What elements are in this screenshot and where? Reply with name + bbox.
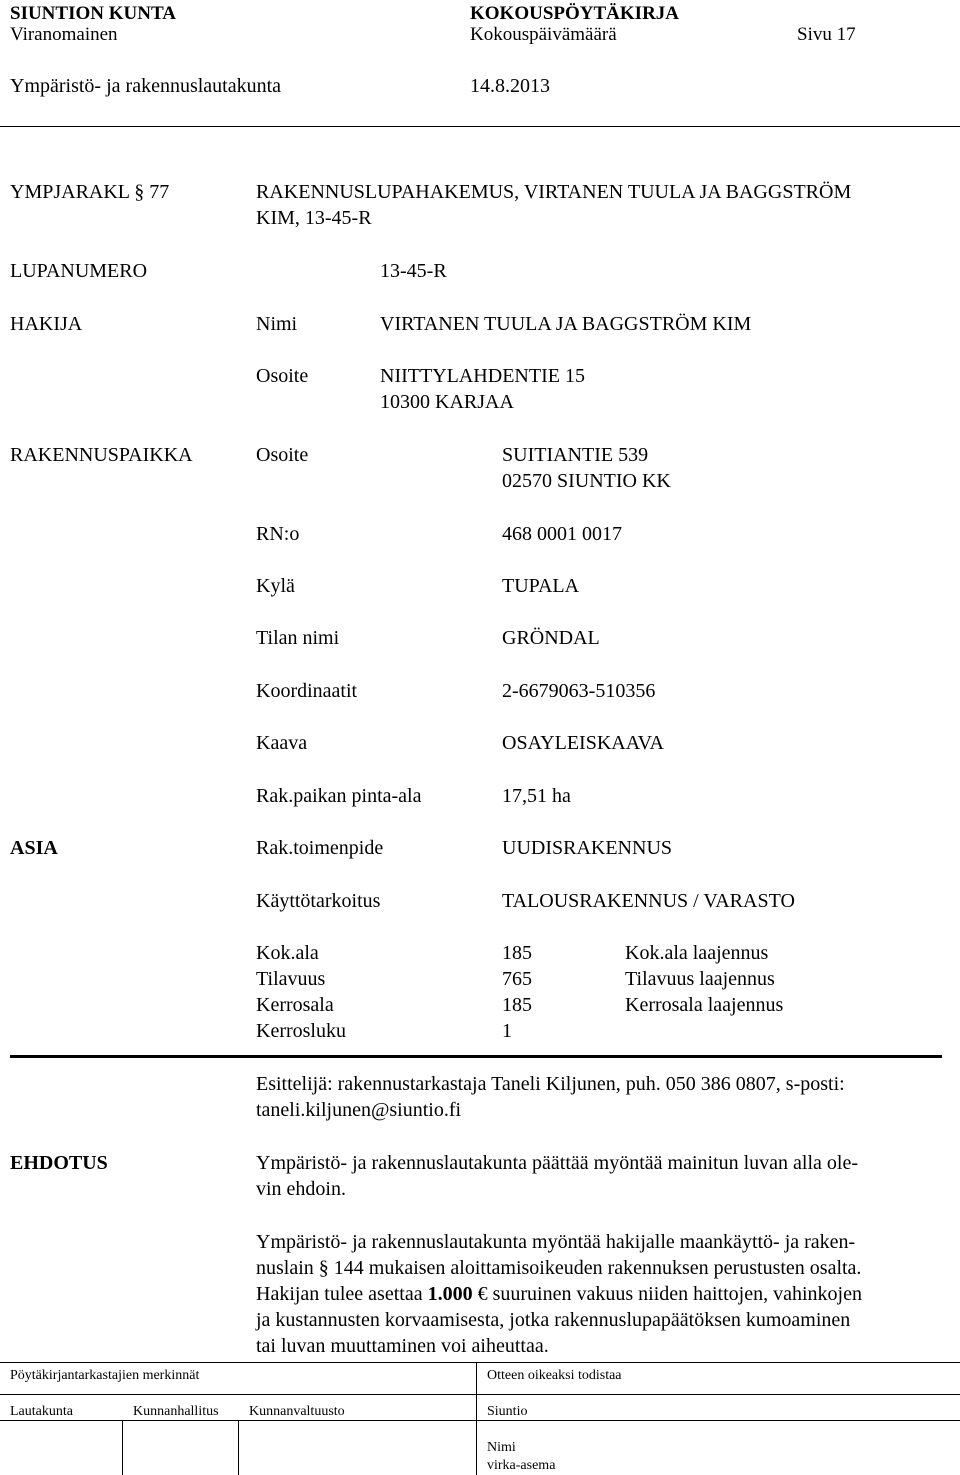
case-title-line1: RAKENNUSLUPAHAKEMUS, VIRTANEN TUULA JA BAGGSTRÖM (256, 181, 852, 203)
matter-row-value: UUDISRAKENNUS (502, 837, 673, 859)
proposal-p2-line2: nuslain § 144 mukaisen aloittamisoikeuden rakennuksen perustusten osalta. (256, 1257, 862, 1279)
presenter-line2: taneli.kiljunen@siuntio.fi (256, 1099, 462, 1121)
signer-position-label: virka-asema (487, 1458, 556, 1473)
proposal-p2-line3-pre: Hakijan tulee asettaa (256, 1283, 428, 1305)
site-row-label: Kaava (256, 732, 308, 754)
site-row-value: 17,51 ha (502, 785, 571, 807)
area-value: 185 (502, 942, 532, 964)
authority-name: Ympäristö- ja rakennuslautakunta (10, 75, 282, 97)
area-label: Kerrosala (256, 994, 334, 1016)
section-rule (10, 1055, 942, 1058)
site-row-label: Koordinaatit (256, 680, 358, 702)
permit-number: 13-45-R (380, 260, 447, 282)
document-type: KOKOUSPÖYTÄKIRJA (470, 3, 680, 24)
footer-col-divider (122, 1420, 123, 1475)
applicant-name: VIRTANEN TUULA JA BAGGSTRÖM KIM (380, 313, 752, 335)
site-row-label: Kylä (256, 575, 295, 597)
meeting-date: 14.8.2013 (470, 75, 550, 97)
area-label: Tilavuus (256, 968, 326, 990)
proposal-p2-line5: tai luvan muuttaminen voi aiheuttaa. (256, 1335, 549, 1357)
applicant-label: HAKIJA (10, 313, 83, 335)
permit-label: LUPANUMERO (10, 260, 148, 282)
matter-label: ASIA (10, 837, 58, 859)
org-name: SIUNTION KUNTA (10, 3, 176, 24)
footer-low-rule (0, 1420, 960, 1421)
date-label: Kokouspäivämäärä (470, 24, 617, 45)
proposal-p1-line1: Ympäristö- ja rakennuslautakunta päättää myöntää mainitun luvan alla ole- (256, 1152, 859, 1174)
footer-divider (476, 1362, 477, 1475)
case-code: YMPJARAKL § 77 (10, 181, 170, 203)
proposal-p1-line2: vin ehdoin. (256, 1178, 346, 1200)
proposal-p2-line3-post: € suuruinen vakuus niiden haittojen, vahinkojen (472, 1283, 862, 1305)
matter-row-label: Käyttötarkoitus (256, 890, 381, 912)
body-kunnanvaltuusto: Kunnanvaltuusto (249, 1404, 345, 1419)
area-extension: Kerrosala laajennus (625, 994, 784, 1016)
proposal-p2-line1: Ympäristö- ja rakennuslautakunta myöntää hakijalle maankäyttö- ja raken- (256, 1231, 856, 1253)
review-label: Pöytäkirjantarkastajien merkinnät (10, 1368, 200, 1383)
place: Siuntio (487, 1404, 528, 1419)
site-row-value: 468 0001 0017 (502, 523, 622, 545)
site-address-label: Osoite (256, 444, 309, 466)
body-lautakunta: Lautakunta (10, 1404, 73, 1419)
proposal-p2-line4: ja kustannusten korvaamisesta, jotka rakennuslupapäätöksen kumoaminen (256, 1309, 851, 1331)
applicant-address-line2: 10300 KARJAA (380, 391, 514, 413)
signer-name-label: Nimi (487, 1440, 516, 1455)
header-rule (0, 126, 960, 127)
footer-col-divider (238, 1420, 239, 1475)
guarantee-amount: 1.000 (427, 1283, 473, 1305)
applicant-name-label: Nimi (256, 313, 298, 335)
presenter-line1: Esittelijä: rakennustarkastaja Taneli Kiljunen, puh. 050 386 0807, s-posti: (256, 1073, 845, 1095)
proposal-p2-line3 (256, 1283, 862, 1306)
area-value: 185 (502, 994, 532, 1016)
site-row-label: Tilan nimi (256, 627, 340, 649)
area-label: Kerrosluku (256, 1020, 346, 1042)
site-row-value: OSAYLEISKAAVA (502, 732, 664, 754)
area-extension: Kok.ala laajennus (625, 942, 769, 964)
site-row-value: 2-6679063-510356 (502, 680, 656, 702)
case-title-line2: KIM, 13-45-R (256, 207, 372, 229)
site-address-line2: 02570 SIUNTIO KK (502, 470, 671, 492)
footer-top-rule (0, 1362, 960, 1363)
body-kunnanhallitus: Kunnanhallitus (133, 1404, 219, 1419)
authority-label: Viranomainen (10, 24, 118, 45)
footer-mid-rule (0, 1394, 960, 1395)
site-address-line1: SUITIANTIE 539 (502, 444, 649, 466)
site-label: RAKENNUSPAIKKA (10, 444, 193, 466)
site-row-label: Rak.paikan pinta-ala (256, 785, 422, 807)
site-row-value: GRÖNDAL (502, 627, 600, 649)
applicant-address-label: Osoite (256, 365, 309, 387)
applicant-address-line1: NIITTYLAHDENTIE 15 (380, 365, 585, 387)
proposal-label: EHDOTUS (10, 1152, 108, 1174)
area-value: 1 (502, 1020, 512, 1042)
matter-row-label: Rak.toimenpide (256, 837, 384, 859)
area-value: 765 (502, 968, 532, 990)
site-row-value: TUPALA (502, 575, 580, 597)
page-number: Sivu 17 (797, 24, 856, 45)
area-label: Kok.ala (256, 942, 319, 964)
matter-row-value: TALOUSRAKENNUS / VARASTO (502, 890, 795, 912)
copy-certify-label: Otteen oikeaksi todistaa (487, 1368, 622, 1383)
site-row-label: RN:o (256, 523, 300, 545)
area-extension: Tilavuus laajennus (625, 968, 775, 990)
